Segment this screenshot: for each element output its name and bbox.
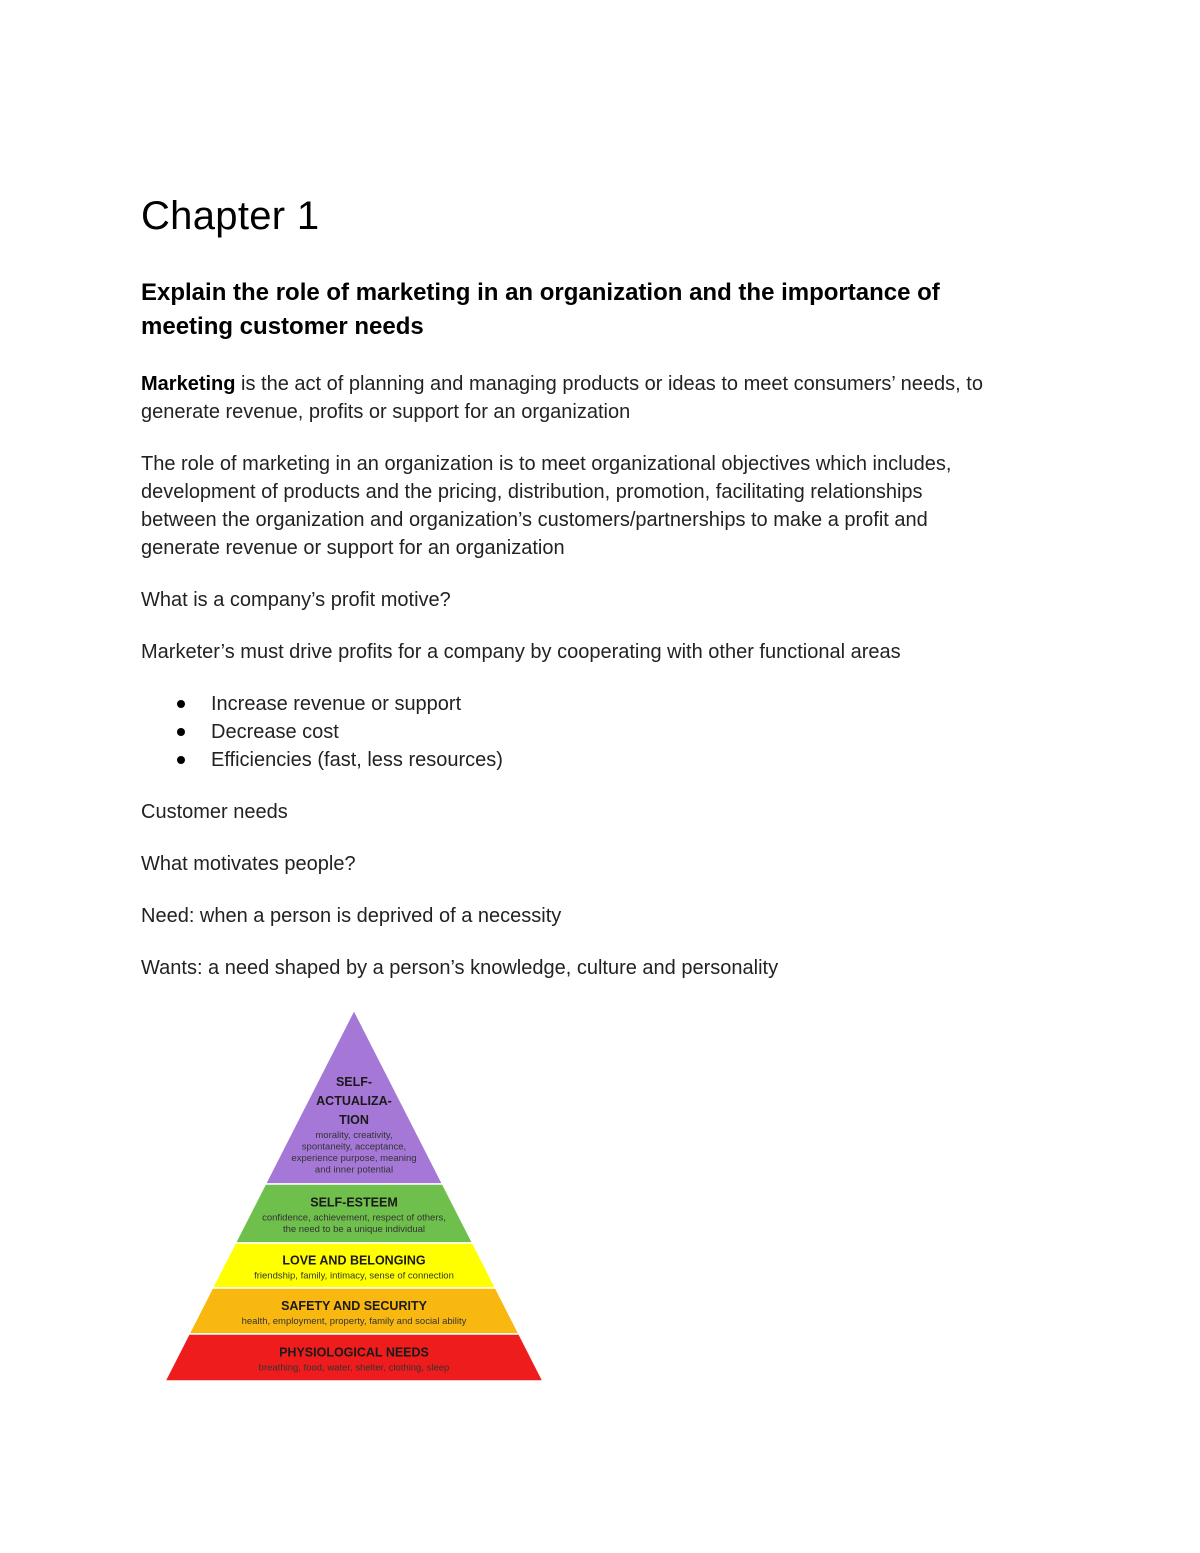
pyramid-level-physiological-needs xyxy=(165,1334,543,1381)
pyramid-level-description: breathing, food, water, shelter, clothing, sleep xyxy=(258,1362,450,1374)
maslow-pyramid-svg xyxy=(163,1008,545,1384)
pyramid-level-safety-and-security xyxy=(189,1288,519,1334)
bullet-icon xyxy=(177,728,185,736)
role-of-marketing-paragraph xyxy=(141,450,1071,562)
role-line-3: between the organization and organization’s customers/partnerships to make a profit and xyxy=(141,509,928,531)
pyramid-level-description: friendship, family, intimacy, sense of connection xyxy=(254,1270,454,1282)
chapter-title: Chapter 1 xyxy=(141,194,320,238)
need-definition: Need: when a person is deprived of a necessity xyxy=(141,905,562,927)
document-body xyxy=(141,188,1071,982)
bullet-icon xyxy=(177,756,185,764)
profit-motive-answer: Marketer’s must drive profits for a company by cooperating with other functional areas xyxy=(141,641,901,663)
list-item xyxy=(141,718,1071,746)
pyramid-level-title: SAFETY AND SECURITY xyxy=(281,1298,427,1313)
pyramid-level-title: LOVE AND BELONGING xyxy=(282,1253,426,1268)
pyramid-level-description: and inner potential xyxy=(314,1164,394,1176)
list-item-text: Increase revenue or support xyxy=(211,693,462,715)
pyramid-level-description: health, employment, property, family and social ability xyxy=(241,1315,467,1327)
marketing-definition xyxy=(141,370,1071,426)
pyramid-level-title: TION xyxy=(339,1113,369,1127)
marketing-definition-line-2: generate revenue, profits or support for an organization xyxy=(141,401,631,423)
list-item xyxy=(141,690,1071,718)
pyramid-level-title: ACTUALIZA- xyxy=(316,1094,392,1108)
pyramid-level-self-esteem xyxy=(235,1184,472,1243)
bullet-icon xyxy=(177,700,185,708)
role-line-2: development of products and the pricing, distribution, promotion, facilitating relationships xyxy=(141,481,923,503)
role-line-4: generate revenue or support for an organization xyxy=(141,537,565,559)
pyramid-level-love-and-belonging xyxy=(212,1243,495,1288)
list-item-text: Decrease cost xyxy=(211,721,339,743)
profit-drivers-list xyxy=(141,690,1071,774)
list-item-text: Efficiencies (fast, less resources) xyxy=(211,749,503,771)
profit-motive-question: What is a company’s profit motive? xyxy=(141,589,451,611)
pyramid-level-title: SELF-ESTEEM xyxy=(310,1195,398,1210)
customer-needs-label: Customer needs xyxy=(141,801,288,823)
pyramid-level-description: morality, creativity, xyxy=(315,1130,393,1141)
pyramid-level-description: spontaneity, acceptance, xyxy=(301,1141,407,1153)
marketing-definition-line-1: is the act of planning and managing products or ideas to meet consumers’ needs, to xyxy=(235,373,983,395)
motivation-question: What motivates people? xyxy=(141,853,356,875)
section-heading-line-2: meeting customer needs xyxy=(141,313,424,340)
pyramid-level-self-actualization xyxy=(265,1010,442,1184)
maslow-pyramid-figure xyxy=(163,1008,545,1384)
pyramid-level-title: SELF- xyxy=(335,1075,373,1089)
wants-definition: Wants: a need shaped by a person’s knowledge, culture and personality xyxy=(141,957,779,979)
marketing-term: Marketing xyxy=(141,373,236,395)
pyramid-level-description: experience purpose, meaning xyxy=(291,1153,417,1164)
pyramid-level-description: confidence, achievement, respect of others, xyxy=(262,1212,446,1224)
list-item xyxy=(141,746,1071,774)
section-heading-line-1: Explain the role of marketing in an organization and the importance of xyxy=(141,279,940,306)
role-line-1: The role of marketing in an organization is to meet organizational objectives which includes, xyxy=(141,453,952,475)
pyramid-level-description: the need to be a unique individual xyxy=(282,1224,426,1235)
pyramid-level-title: PHYSIOLOGICAL NEEDS xyxy=(279,1345,429,1360)
section-heading xyxy=(141,276,1071,344)
